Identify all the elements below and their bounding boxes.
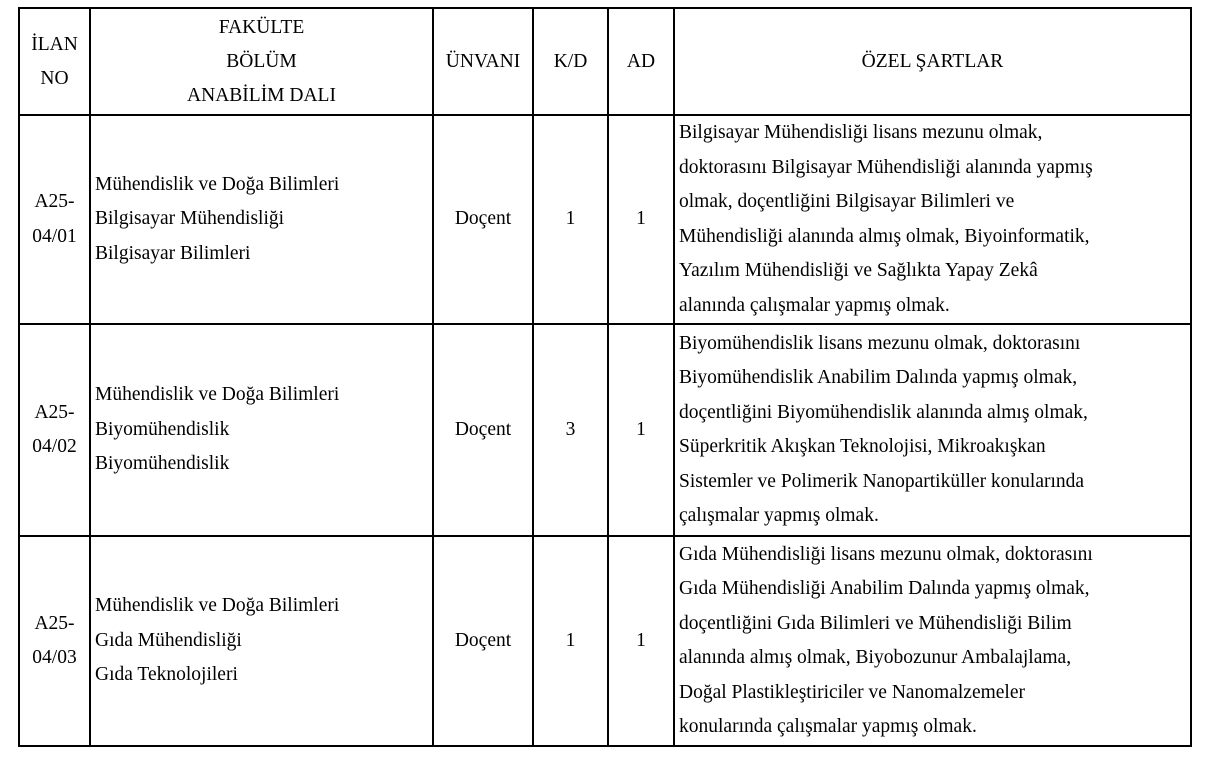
ilan-no-cell: [19, 115, 90, 324]
header-line: İLAN: [31, 33, 78, 55]
header-ilan-no: [19, 8, 90, 115]
table-row: [19, 324, 1191, 536]
fakulte-cell-line: Biyomühendislik: [95, 453, 230, 475]
ozel-sartlar-cell: [674, 324, 1191, 536]
fakulte-cell: [90, 324, 433, 536]
header-fakulte: [90, 8, 433, 115]
ozel-sartlar-cell-line: Süperkritik Akışkan Teknolojisi, Mikroakışkan: [679, 436, 1046, 457]
header-unvani: ÜNVANI: [433, 8, 533, 115]
ilan-no-cell-line: 04/01: [32, 225, 77, 247]
ozel-sartlar-cell: [674, 115, 1191, 324]
header-row: [19, 8, 1191, 115]
kd-cell: 1: [533, 115, 608, 324]
ozel-sartlar-cell-line: doktorasını Bilgisayar Mühendisliği alanında yapmış: [679, 156, 1093, 178]
unvani-cell: Doçent: [433, 324, 533, 536]
ozel-sartlar-cell-line: çalışmalar yapmış olmak.: [679, 505, 879, 526]
fakulte-cell: [90, 115, 433, 324]
ozel-sartlar-cell: [674, 536, 1191, 746]
ozel-sartlar-cell-line: konularında çalışmalar yapmış olmak.: [679, 716, 977, 737]
fakulte-cell-line: Gıda Teknolojileri: [95, 664, 238, 686]
ozel-sartlar-cell-line: Mühendisliği alanında almış olmak, Biyoinformatik,: [679, 225, 1090, 247]
ozel-sartlar-cell-line: doçentliğini Biyomühendislik alanında almış olmak,: [679, 401, 1088, 423]
ilan-no-cell-line: A25-: [34, 612, 75, 634]
ozel-sartlar-cell-line: Yazılım Mühendisliği ve Sağlıkta Yapay Zekâ: [679, 260, 1038, 281]
ozel-sartlar-cell-line: doçentliğini Gıda Bilimleri ve Mühendisliği Bilim: [679, 612, 1072, 634]
ilan-no-cell: [19, 536, 90, 746]
ozel-sartlar-cell-line: olmak, doçentliğini Bilgisayar Bilimleri ve: [679, 191, 1015, 212]
fakulte-cell-line: Mühendislik ve Doğa Bilimleri: [95, 384, 340, 406]
unvani-cell: Doçent: [433, 536, 533, 746]
ad-cell: 1: [608, 324, 674, 536]
ilan-no-cell-line: 04/03: [32, 647, 77, 668]
table-row: [19, 115, 1191, 324]
ozel-sartlar-cell-line: Gıda Mühendisliği Anabilim Dalında yapmış olmak,: [679, 578, 1090, 599]
ozel-sartlar-cell-line: Sistemler ve Polimerik Nanopartiküller konularında: [679, 470, 1085, 492]
fakulte-cell-line: Biyomühendislik: [95, 418, 230, 440]
ilan-no-cell-line: 04/02: [32, 436, 77, 457]
fakulte-cell-line: Bilgisayar Mühendisliği: [95, 208, 285, 230]
table-row: [19, 536, 1191, 746]
ozel-sartlar-cell-line: Biyomühendislik Anabilim Dalında yapmış olmak,: [679, 367, 1078, 388]
header-line: NO: [40, 67, 69, 89]
ilan-no-cell-line: A25-: [34, 191, 75, 212]
ozel-sartlar-cell-line: Gıda Mühendisliği lisans mezunu olmak, doktorasını: [679, 543, 1093, 565]
ozel-sartlar-cell-line: alanında almış olmak, Biyobozunur Ambalajlama,: [679, 647, 1072, 668]
header-line: ANABİLİM DALI: [187, 84, 336, 106]
ozel-sartlar-cell-line: Biyomühendislik lisans mezunu olmak, doktorasını: [679, 332, 1081, 354]
unvani-cell: Doçent: [433, 115, 533, 324]
ozel-sartlar-cell-line: Bilgisayar Mühendisliği lisans mezunu olmak,: [679, 122, 1043, 143]
ilan-no-cell-line: A25-: [34, 401, 75, 423]
ozel-sartlar-cell-line: alanında çalışmalar yapmış olmak.: [679, 294, 950, 316]
header-ad: AD: [608, 8, 674, 115]
ad-cell: 1: [608, 536, 674, 746]
header-line: BÖLÜM: [226, 50, 297, 72]
fakulte-cell-line: Mühendislik ve Doğa Bilimleri: [95, 173, 340, 195]
kd-cell: 3: [533, 324, 608, 536]
ilan-no-cell: [19, 324, 90, 536]
fakulte-cell-line: Mühendislik ve Doğa Bilimleri: [95, 595, 340, 617]
header-kd: K/D: [533, 8, 608, 115]
header-ozel-sartlar: ÖZEL ŞARTLAR: [674, 8, 1191, 115]
job-posting-table: [18, 7, 1192, 747]
fakulte-cell: [90, 536, 433, 746]
fakulte-cell-line: Bilgisayar Bilimleri: [95, 242, 251, 264]
fakulte-cell-line: Gıda Mühendisliği: [95, 629, 242, 651]
ozel-sartlar-cell-line: Doğal Plastikleştiriciler ve Nanomalzemeler: [679, 681, 1026, 703]
kd-cell: 1: [533, 536, 608, 746]
ad-cell: 1: [608, 115, 674, 324]
header-line: FAKÜLTE: [218, 16, 305, 38]
